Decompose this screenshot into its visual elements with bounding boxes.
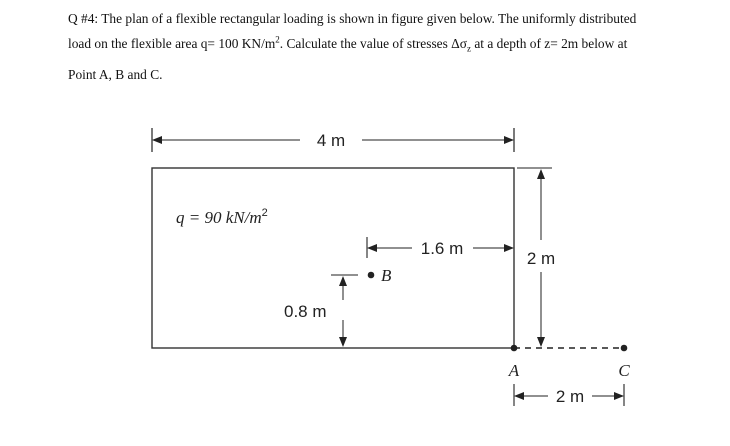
c-offset-dimension bbox=[514, 384, 624, 406]
point-b-label: B bbox=[381, 266, 392, 285]
width-label: 4 m bbox=[316, 131, 346, 150]
question-line-2-post: . Calculate the value of stresses Δσ bbox=[279, 36, 467, 51]
question-line-1: Q #4: The plan of a flexible rectangular loading is shown in figure given below. The uniformly distributed bbox=[68, 11, 637, 26]
point-b-marker bbox=[368, 272, 375, 279]
width-dimension bbox=[152, 128, 514, 152]
question-line-3: Point A, B and C. bbox=[68, 66, 163, 82]
b-vertical-label: 0.8 m bbox=[284, 302, 327, 321]
question-line-2-sup: 2 bbox=[275, 34, 280, 45]
c-offset-label: 2 m bbox=[555, 387, 585, 406]
load-intensity-label bbox=[176, 207, 268, 227]
height-dimension bbox=[517, 168, 555, 346]
point-a-label: A bbox=[508, 361, 520, 380]
b-horizontal-label: 1.6 m bbox=[420, 239, 464, 258]
height-label: 2 m bbox=[526, 249, 556, 268]
load-intensity-text: q = 90 kN/m bbox=[176, 208, 262, 227]
loaded-area-rectangle bbox=[152, 168, 514, 348]
point-c-marker bbox=[621, 345, 628, 352]
question-line-2-end: at a depth of z= 2m below at bbox=[471, 36, 628, 51]
point-c-label: C bbox=[618, 361, 630, 380]
question-line-2-pre: load on the flexible area q= 100 KN/m bbox=[68, 36, 276, 51]
load-intensity-sup: 2 bbox=[261, 207, 268, 219]
b-horizontal-dimension bbox=[367, 237, 513, 258]
question-line-2-sub: z bbox=[467, 43, 471, 54]
b-vertical-dimension bbox=[284, 275, 358, 346]
point-a-marker bbox=[511, 345, 518, 352]
